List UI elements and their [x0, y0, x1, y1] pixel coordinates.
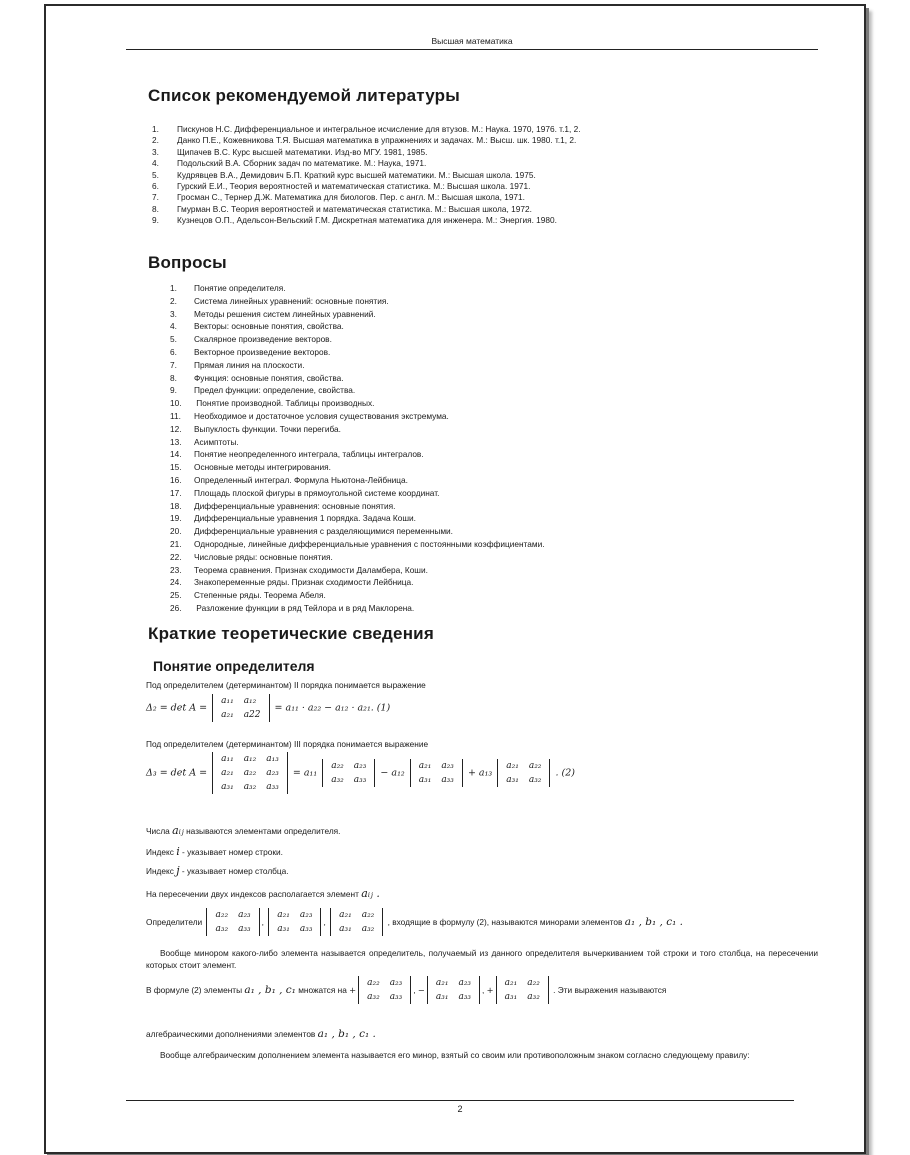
- item-number: 23.: [170, 564, 182, 575]
- formula-lhs: Δ₂ = det A =: [146, 702, 208, 714]
- matrix-cell: a₃₂: [331, 775, 344, 785]
- matrix-cell: a₂₂: [367, 978, 380, 988]
- item-number: 17.: [170, 487, 182, 498]
- matrix-cell: a₂₁: [418, 761, 432, 771]
- matrix-cell: a₂₃: [353, 761, 367, 771]
- item-number: 26.: [170, 602, 182, 613]
- paragraph: Вообще минором какого-либо элемента называется определитель, получаемый из данного определителя вычеркиванием той строки и того столбца, на пересечении которых стоит элемент.: [146, 948, 818, 970]
- matrix-cell: a₁₃: [266, 754, 279, 764]
- matrix-cell: a₃₂: [215, 924, 229, 934]
- list-item: [166, 436, 766, 449]
- item-text: Дифференциальные уравнения: основные понятия.: [194, 500, 396, 511]
- matrix-cell: a₂₁: [221, 710, 234, 720]
- list-item: [148, 215, 788, 226]
- matrix-cell: a₂₁: [435, 978, 449, 988]
- paragraph-minors: Определители a₂₂ a₂₃ a₃₂ a₃₃ , a₂₁ a₂₃ a₃₁ a₃₃ , a₂₁ a₂₂ a₃₁ a₃₂ , входящие в формулу (2), называются минорами элементов a₁ , b₁ , c₁ .: [146, 910, 683, 934]
- matrix-cell: a₂₂: [528, 761, 542, 771]
- item-number: 12.: [170, 423, 182, 434]
- formula-term: + a₁₃: [467, 767, 493, 779]
- text: - указывает номер столбца.: [181, 866, 289, 876]
- matrix-cell: a₃₂: [243, 782, 257, 792]
- item-number: 14.: [170, 449, 182, 460]
- item-number: 24.: [170, 577, 182, 588]
- paragraph: Под определителем (детерминантом) II порядка понимается выражение: [146, 680, 426, 690]
- item-text: Подольский В.А. Сборник задач по математике. М.: Наука, 1971.: [177, 158, 427, 169]
- formula-term: = a₁₁: [292, 767, 318, 779]
- item-number: 25.: [170, 590, 182, 601]
- matrix-cell: a₃₃: [389, 992, 403, 1002]
- item-text: Кудрявцев В.А., Демидович Б.П. Краткий курс высшей математики. М.: Высшая школа. 1975.: [177, 169, 536, 180]
- list-item: [166, 487, 766, 500]
- minor-11: [206, 908, 259, 936]
- list-item: [166, 512, 766, 525]
- formula-term: . (2): [555, 767, 575, 779]
- item-number: 9.: [170, 385, 177, 396]
- list-item: [166, 589, 766, 602]
- symbol: aᵢⱼ: [172, 824, 184, 837]
- item-text: Гмурман В.С. Теория вероятностей и математическая статистика. М.: Высшая школа, 1972.: [177, 203, 532, 214]
- item-text: Однородные, линейные дифференциальные уравнения с постоянными коэффициентами.: [194, 538, 545, 549]
- matrix-cell: a₃₁: [504, 992, 518, 1002]
- text: Числа: [146, 826, 170, 836]
- item-number: 1.: [152, 124, 159, 134]
- item-number: 3.: [170, 308, 177, 319]
- text: называются элементами определителя.: [186, 826, 341, 836]
- symbol: i: [176, 845, 180, 858]
- item-text: Кузнецов О.П., Адельсон-Вельский Г.М. Дискретная математика для инженера. М.: Энергия. 1980.: [177, 215, 557, 226]
- item-text: Площадь плоской фигуры в прямоугольной системе координат.: [194, 487, 440, 498]
- matrix-cell: a₁₂: [243, 754, 257, 764]
- item-number: 19.: [170, 513, 182, 524]
- item-number: 15.: [170, 462, 182, 473]
- item-text: Асимптоты.: [194, 436, 239, 447]
- paragraph: Под определителем (детерминантом) III порядка понимается выражение: [146, 739, 429, 749]
- item-number: 7.: [170, 359, 177, 370]
- text: , входящие в формулу (2), называются минорами элементов: [387, 917, 623, 927]
- determinant-3x3: [212, 752, 288, 794]
- item-text: Понятие определителя.: [194, 283, 286, 293]
- list-item: [166, 461, 766, 474]
- running-header: Высшая математика: [126, 36, 818, 50]
- item-number: 6.: [170, 346, 177, 357]
- formula-lhs: Δ₃ = det A =: [146, 767, 208, 779]
- list-item: [148, 158, 788, 169]
- list-item: [166, 282, 766, 295]
- document-page: [46, 6, 864, 1152]
- matrix-cell: a₃₂: [361, 924, 375, 934]
- item-number: 7.: [152, 192, 159, 203]
- item-text: Пискунов Н.С. Дифференциальное и интегральное исчисление для втузов. М.: Наука. 1970, 1976. т.1, 2.: [177, 124, 581, 134]
- matrix-cell: a₃₂: [367, 992, 380, 1002]
- item-number: 6.: [152, 181, 159, 192]
- item-number: 11.: [170, 410, 181, 421]
- text: Индекс: [146, 866, 174, 876]
- matrix-cell: a₂₁: [506, 761, 519, 771]
- matrix-cell: a₃₃: [441, 775, 454, 785]
- item-text: Методы решения систем линейных уравнений.: [194, 308, 376, 319]
- theory-subheading: Понятие определителя: [153, 658, 315, 674]
- matrix-cell: a₂₂: [331, 761, 344, 771]
- item-text: Дифференциальные уравнения с разделяющимися переменными.: [194, 526, 453, 537]
- paragraph: [146, 887, 380, 900]
- matrix-cell: a₃₃: [238, 924, 251, 934]
- minor-12: [268, 908, 321, 936]
- matrix-cell: a₂₃: [299, 910, 313, 920]
- item-text: Прямая линия на плоскости.: [194, 359, 305, 370]
- item-number: 4.: [170, 321, 177, 332]
- matrix-cell: a₃₃: [299, 924, 313, 934]
- list-item: [166, 602, 766, 615]
- matrix-cell: a₂₃: [458, 978, 472, 988]
- minor-11: [358, 976, 411, 1004]
- item-number: 13.: [170, 436, 182, 447]
- list-item: [166, 384, 766, 397]
- matrix-cell: a₂₃: [389, 978, 403, 988]
- list-item: [166, 525, 766, 538]
- symbol: a₁ , b₁ , c₁ .: [624, 916, 683, 928]
- item-text: Разложение функции в ряд Тейлора и в ряд Маклорена.: [194, 602, 415, 613]
- minor-12: [410, 759, 463, 787]
- item-text: Знакопеременные ряды. Признак сходимости Лейбница.: [194, 577, 414, 588]
- matrix-cell: a₂₃: [238, 910, 251, 920]
- item-text: Выпуклость функции. Точки перегиба.: [194, 423, 341, 434]
- symbol: a₁ , b₁ , c₁ .: [317, 1028, 376, 1040]
- matrix-cell: a₃₁: [435, 992, 449, 1002]
- item-text: Числовые ряды: основные понятия.: [194, 551, 333, 562]
- item-text: Понятие производной. Таблицы производных.: [194, 398, 375, 409]
- item-number: 5.: [152, 169, 159, 180]
- item-text: Векторное произведение векторов.: [194, 346, 331, 357]
- matrix-cell: a₂₁: [339, 910, 352, 920]
- item-text: Гурский Е.И., Теория вероятностей и математическая статистика. М.: Высшая школа. 1971.: [177, 181, 531, 192]
- text: Индекс: [146, 847, 174, 857]
- item-text: Основные методы интегрирования.: [194, 462, 331, 473]
- list-item: [166, 423, 766, 436]
- list-item: [166, 308, 766, 321]
- list-item: [148, 124, 788, 135]
- matrix-cell: a₃₁: [221, 782, 234, 792]
- item-text: Скалярное произведение векторов.: [194, 334, 332, 345]
- formula-1: [146, 694, 390, 722]
- matrix-cell: a₂₃: [266, 768, 279, 778]
- text: . Эти выражения называются: [553, 985, 667, 995]
- list-item: [166, 346, 766, 359]
- questions-heading: Вопросы: [148, 253, 227, 272]
- matrix-cell: a₃₁: [506, 775, 519, 785]
- text: алгебраическими дополнениями элементов: [146, 1029, 316, 1039]
- symbol: j: [176, 864, 180, 877]
- item-number: 9.: [152, 215, 159, 226]
- item-number: 20.: [170, 526, 182, 537]
- item-text: Система линейных уравнений: основные понятия.: [194, 295, 389, 306]
- theory-heading: Краткие теоретические сведения: [148, 624, 434, 643]
- symbol: aᵢⱼ .: [361, 887, 380, 900]
- minor-13: [330, 908, 383, 936]
- questions-list: [166, 282, 766, 615]
- formula-term: − a₁₂: [380, 767, 405, 779]
- item-text: Степенные ряды. Теорема Абеля.: [194, 590, 326, 601]
- matrix-cell: a₃₁: [339, 924, 352, 934]
- matrix-cell: a₃₂: [528, 775, 542, 785]
- list-item: [166, 474, 766, 487]
- list-item: [166, 359, 766, 372]
- item-number: 3.: [152, 146, 159, 157]
- matrix-cell: a₂₃: [441, 761, 454, 771]
- item-number: 2.: [152, 135, 159, 146]
- matrix-cell: a₁₂: [243, 696, 257, 706]
- item-text: Данко П.Е., Кожевникова Т.Я. Высшая математика в упражнениях и задачах. М.: Высш. шк. 1980. т.1, 2.: [177, 135, 577, 146]
- item-number: 16.: [170, 474, 182, 485]
- list-item: [166, 320, 766, 333]
- list-item: [166, 500, 766, 513]
- matrix-cell: a₃₃: [458, 992, 472, 1002]
- list-item: [166, 551, 766, 564]
- item-number: 18.: [170, 500, 182, 511]
- paragraph: [146, 864, 289, 877]
- item-text: Дифференциальные уравнения 1 порядка. Задача Коши.: [194, 513, 416, 524]
- item-text: Векторы: основные понятия, свойства.: [194, 321, 344, 332]
- paragraph-cofactors: В формуле (2) элементы a₁ , b₁ , c₁ множатся на + a₂₂ a₂₃ a₃₂ a₃₃ , − a₂₁ a₂₃ a₃₁ a₃₃ , + a₂₁ a₂₂ a₃₁ a₃₂ . Эти выражения называются: [146, 978, 667, 1002]
- text: - указывает номер строки.: [182, 847, 283, 857]
- matrix-cell: a22: [243, 710, 261, 720]
- list-item: [166, 576, 766, 589]
- formula-rhs: = a₁₁ · a₂₂ − a₁₂ · a₂₁. (1): [274, 702, 391, 714]
- list-item: [166, 448, 766, 461]
- item-number: 1.: [170, 283, 177, 293]
- text: множатся на: [298, 985, 347, 995]
- list-item: [166, 538, 766, 551]
- page-number: 2: [457, 1104, 463, 1114]
- item-text: Функция: основные понятия, свойства.: [194, 372, 344, 383]
- list-item: [166, 333, 766, 346]
- item-text: Предел функции: определение, свойства.: [194, 385, 356, 396]
- literature-list: [148, 124, 788, 227]
- item-text: Понятие неопределенного интеграла, таблицы интегралов.: [194, 449, 424, 460]
- matrix-cell: a₂₂: [361, 910, 375, 920]
- paragraph: [146, 824, 340, 837]
- matrix-cell: a₂₂: [215, 910, 229, 920]
- text: В формуле (2) элементы: [146, 985, 243, 995]
- list-item: [148, 181, 788, 192]
- item-text: Щипачев В.С. Курс высшей математики. Изд-во МГУ. 1981, 1985.: [177, 146, 428, 157]
- paragraph: Вообще алгебраическим дополнением элемента называется его минор, взятый со своим или противоположным знаком согласно следующему правилу:: [160, 1050, 750, 1060]
- minor-13: [497, 759, 550, 787]
- item-number: 5.: [170, 334, 177, 345]
- item-text: Теорема сравнения. Признак сходимости Даламбера, Коши.: [194, 564, 428, 575]
- symbol: a₁ , b₁ , c₁: [244, 984, 296, 996]
- matrix-cell: a₃₃: [266, 782, 279, 792]
- list-item: [148, 192, 788, 203]
- list-item: [166, 295, 766, 308]
- text: Определители: [146, 917, 203, 927]
- matrix-cell: a₃₁: [277, 924, 290, 934]
- list-item: [166, 564, 766, 577]
- minor-13: [496, 976, 549, 1004]
- determinant-2x2: [212, 694, 269, 722]
- item-number: 8.: [170, 372, 177, 383]
- matrix-cell: a₃₁: [418, 775, 432, 785]
- matrix-cell: a₃₂: [527, 992, 540, 1002]
- paragraph: [146, 845, 283, 858]
- list-item: [148, 170, 788, 181]
- item-number: 10.: [170, 398, 182, 409]
- item-number: 22.: [170, 551, 182, 562]
- item-text: Необходимое и достаточное условия существования экстремума.: [194, 410, 449, 421]
- matrix-cell: a₁₁: [221, 754, 234, 764]
- page-footer: [126, 1100, 794, 1114]
- item-text: Гросман С., Тернер Д.Ж. Математика для биологов. Пер. с англ. М.: Высшая школа, 1971.: [177, 192, 525, 203]
- matrix-cell: a₂₁: [504, 978, 518, 988]
- item-number: 2.: [170, 295, 177, 306]
- list-item: [166, 410, 766, 423]
- list-item: [148, 147, 788, 158]
- item-text: Определенный интеграл. Формула Ньютона-Лейбница.: [194, 474, 408, 485]
- paragraph: [146, 1028, 376, 1040]
- matrix-cell: a₃₃: [353, 775, 367, 785]
- matrix-cell: a₁₁: [221, 696, 234, 706]
- matrix-cell: a₂₁: [221, 768, 234, 778]
- item-number: 8.: [152, 203, 159, 214]
- matrix-cell: a₂₁: [277, 910, 290, 920]
- list-item: [166, 372, 766, 385]
- matrix-cell: a₂₂: [527, 978, 540, 988]
- text: На пересечении двух индексов располагается элемент: [146, 889, 359, 899]
- literature-heading: Список рекомендуемой литературы: [148, 86, 460, 105]
- list-item: [148, 204, 788, 215]
- minor-12: [427, 976, 480, 1004]
- formula-2: [146, 752, 575, 794]
- item-number: 21.: [170, 538, 182, 549]
- list-item: [148, 135, 788, 146]
- list-item: [166, 397, 766, 410]
- minor-11: [322, 759, 375, 787]
- page-frame: [44, 4, 866, 1154]
- matrix-cell: a₂₂: [243, 768, 257, 778]
- item-number: 4.: [152, 158, 159, 169]
